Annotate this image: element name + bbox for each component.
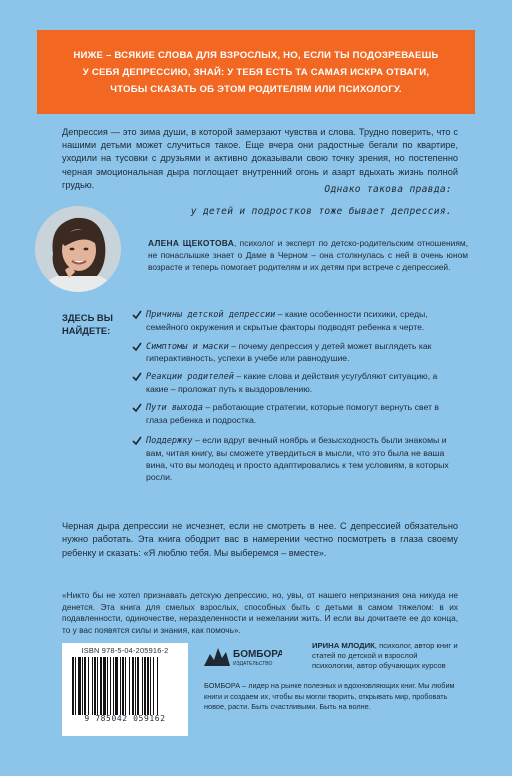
- topic-text: – какие особенности психики, среды, семейного окружения и скрытые факторы подводят ребенка к черте.: [146, 309, 428, 332]
- reviewer-credit: [312, 641, 462, 671]
- intro-paragraph: Депрессия — это зима души, в которой замерзают чувства и слова. Трудно поверить, что с нашими детьми может случиться такое. Еще вчера они радостные бегали по квартире, уходили на тусовки с друзьями и активно доказывали свою точку зрения, но постепенно черная эмоциональная дыра поглощает внутренний огонь и азарт вдыхать жизнь полной грудью.: [62, 127, 458, 190]
- section-title-find: ЗДЕСЬ ВЫ НАЙДЕТЕ:: [62, 312, 113, 336]
- check-icon: [132, 372, 142, 382]
- topic-head: Пути выхода: [146, 402, 203, 413]
- reviewer-description: , психолог, автор книг и статей по детской и взрослой психологии, автор обучающих курсов: [312, 641, 458, 670]
- topic-text: – работающие стратегии, которые помогут вернуть свет в глаза ребенка и подростка.: [146, 401, 440, 425]
- bombora-logo: [202, 640, 282, 668]
- bombora-mark-icon: [202, 640, 282, 668]
- author-name: АЛЕНА ЩЕКОТОВА: [148, 238, 235, 248]
- list-item: [132, 309, 452, 334]
- topic-head: Поддержку: [146, 436, 193, 447]
- barcode-icon: [70, 657, 180, 715]
- banner-line-1: НИЖЕ – ВСЯКИЕ СЛОВА ДЛЯ ВЗРОСЛЫХ, НО, ЕСЛИ ТЫ ПОДОЗРЕВАЕШЬ: [73, 49, 439, 61]
- list-item: [132, 341, 452, 366]
- author-bio: [148, 238, 468, 273]
- check-icon: [132, 436, 142, 446]
- list-item: [132, 402, 452, 427]
- handwritten-quote-line-1: Однако такова правда:: [324, 184, 452, 195]
- topic-text: – почему депрессия у детей может выглядеть как гиперактивность, успехи в учебе или равнодушие.: [146, 340, 432, 364]
- barcode-number: 9 785042 059162: [84, 714, 166, 723]
- barcode-box: [62, 643, 188, 736]
- topic-text: – если вдруг вечный ноябрь и безысходность были знакомы и вам, читая книгу, вы сможете утвердиться в мысли, что это была не ваша вина, что вы молодец и просто адаптировались к тем условиям, в которых росли.: [146, 435, 449, 482]
- list-item: [132, 371, 452, 396]
- warning-banner: [37, 30, 475, 114]
- author-photo: [35, 206, 121, 292]
- author-description: , психолог и эксперт по детско-родительским отношениям, не понаслышке знает о Даме в Черном – она столкнулась с ней в очень юном возрасте и теперь помогает родителям и их детям при встрече с депрессией.: [148, 238, 468, 272]
- isbn-label: ISBN 978-5-04-205916-2: [81, 646, 169, 655]
- topics-list: [132, 309, 452, 490]
- topic-head: Причины детской депрессии: [146, 310, 276, 320]
- outro-paragraph: Черная дыра депрессии не исчезнет, если не смотреть в нее. С депрессией обязательно нужно работать. Эта книга ободрит вас в намерении честно посмотреть в глаза своему ребенку и сказать: «Я люблю тебя. Мы выберемся – вместе».: [62, 521, 458, 558]
- check-icon: [132, 342, 142, 352]
- banner-line-3: ЧТОБЫ СКАЗАТЬ ОБ ЭТОМ РОДИТЕЛЯМ ИЛИ ПСИХОЛОГУ.: [110, 83, 402, 95]
- review-quote: «Никто бы не хотел признавать детскую депрессию, но, увы, от нашего непризнания она никуда не денется. Эта книга для смелых взрослых, способных быть с детьми в самом тяжелом: в их подавленности, одиночестве, неразделенности и нежелании жить. И если вы дочитаете ее до конца, то у вас появятся силы и знания, как помочь».: [62, 590, 458, 635]
- banner-line-2: У СЕБЯ ДЕПРЕССИЮ, ЗНАЙ: У ТЕБЯ ЕСТЬ ТА САМАЯ ИСКРА ОТВАГИ,: [82, 66, 430, 78]
- check-icon: [132, 403, 142, 413]
- check-icon: [132, 310, 142, 320]
- logo-name: БОМБОРА: [233, 649, 282, 660]
- topic-head: Симптомы и маски: [146, 341, 229, 352]
- topic-head: Реакции родителей: [146, 372, 234, 383]
- list-item: [132, 435, 452, 483]
- publisher-description: БОМБОРА – лидер на рынке полезных и вдохновляющих книг. Мы любим книги и создаем их, чтобы вы могли творить, открывать мир, пробовать новое, расти. Быть счастливыми. Быть на волне.: [204, 681, 455, 711]
- topic-text: – какие слова и действия усугубляют ситуацию, а какие – проложат путь к выздоровлению.: [146, 371, 438, 394]
- handwritten-quote-line-2: у детей и подростков тоже бывает депрессия.: [190, 206, 452, 217]
- logo-sub: ИЗДАТЕЛЬСТВО: [233, 661, 273, 667]
- reviewer-name: ИРИНА МЛОДИК: [312, 641, 375, 650]
